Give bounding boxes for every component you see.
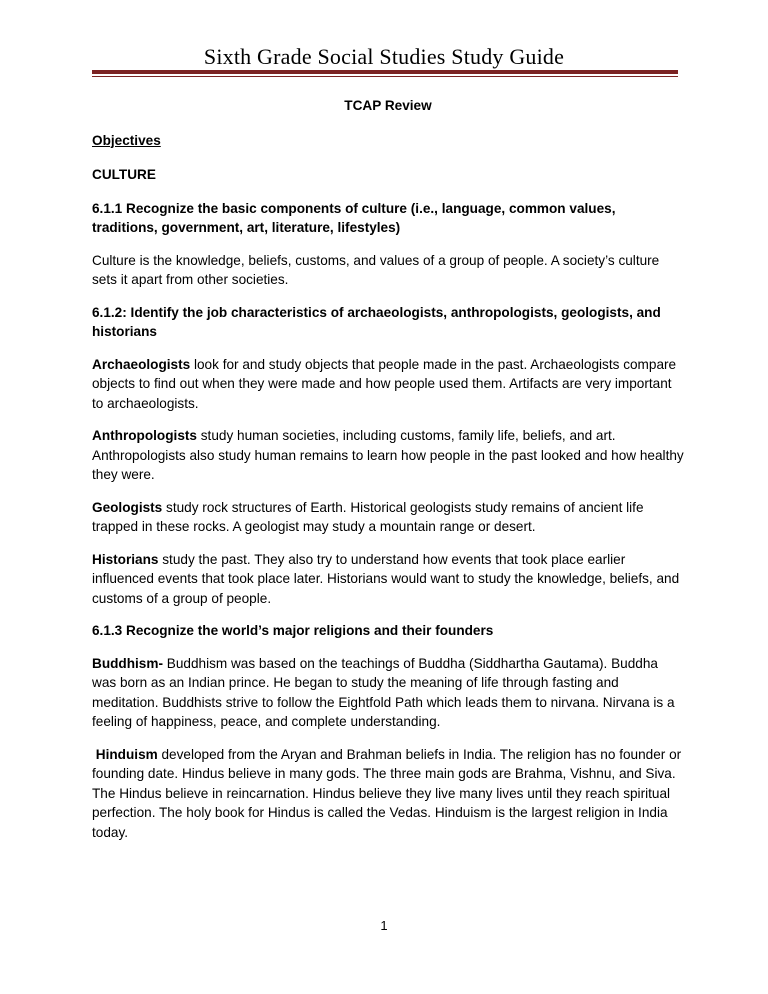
archaeologists-text: look for and study objects that people made in the past. Archaeologists compare objects to find out when they were made and how people used them. Artifacts are very important to archaeologists.: [92, 356, 677, 411]
hinduism-paragraph: [92, 745, 684, 843]
objectives-heading: Objectives: [92, 132, 161, 148]
anthropologists-paragraph: [92, 426, 684, 485]
header-rule-thin: [92, 76, 678, 77]
buddhism-paragraph: [92, 654, 684, 732]
geologists-paragraph: [92, 498, 684, 537]
historians-term: Historians: [92, 551, 159, 567]
anthropologists-text: study human societies, including customs, family life, beliefs, and art. Anthropologists also study human remains to learn how people in the past looked and how healthy they were.: [92, 428, 684, 482]
hinduism-text: developed from the Aryan and Brahman beliefs in India. The religion has no founder or founding date. Hindus believe in many gods. The three main gods are Brahma, Vishnu, and Siva. The Hindus believe in reincarnation. Hindus believe they live many lives until they reach spiritual perfection. The holy book for Hindus is called the Vedas. Hinduism is the largest religion in India today.: [92, 746, 682, 840]
culture-paragraph: Culture is the knowledge, beliefs, customs, and values of a group of people. A society’s culture sets it apart from other societies.: [92, 252, 660, 287]
archaeologists-paragraph: [92, 355, 684, 414]
objective-6-1-2: 6.1.2: Identify the job characteristics of archaeologists, anthropologists, geologists, and historians: [92, 304, 661, 339]
subtitle: TCAP Review: [344, 98, 432, 113]
hinduism-term: Hinduism: [95, 746, 158, 762]
geologists-text: study rock structures of Earth. Historical geologists study remains of ancient life trapped in these rocks. A geologist may study a mountain range or desert.: [92, 499, 644, 534]
section-heading-culture: CULTURE: [92, 167, 156, 182]
document-body: [92, 96, 684, 842]
geologists-term: Geologists: [92, 499, 163, 515]
header-rule-thick: [92, 70, 678, 74]
historians-paragraph: [92, 550, 684, 609]
historians-text: study the past. They also try to understand how events that took place earlier influenced events that took place later. Historians would want to study the knowledge, beliefs, and customs of a group of people.: [92, 551, 680, 606]
buddhism-text: Buddhism was based on the teachings of Buddha (Siddhartha Gautama). Buddha was born as an Indian prince. He began to study the meaning of life through fasting and meditation. Buddhists strive to follow the Eightfold Path which leads them to nirvana. Nirvana is a feeling of happiness, peace, and complete understanding.: [92, 655, 675, 729]
objective-6-1-3: 6.1.3 Recognize the world’s major religions and their founders: [92, 623, 494, 638]
anthropologists-term: Anthropologists: [92, 428, 197, 443]
objective-6-1-1: 6.1.1 Recognize the basic components of culture (i.e., language, common values, traditions, government, art, literature, lifestyles): [92, 200, 616, 235]
page-number: 1: [380, 918, 388, 933]
buddhism-term: Buddhism-: [92, 655, 163, 671]
archaeologists-term: Archaeologists: [92, 356, 191, 372]
page-title: Sixth Grade Social Studies Study Guide: [203, 44, 565, 69]
